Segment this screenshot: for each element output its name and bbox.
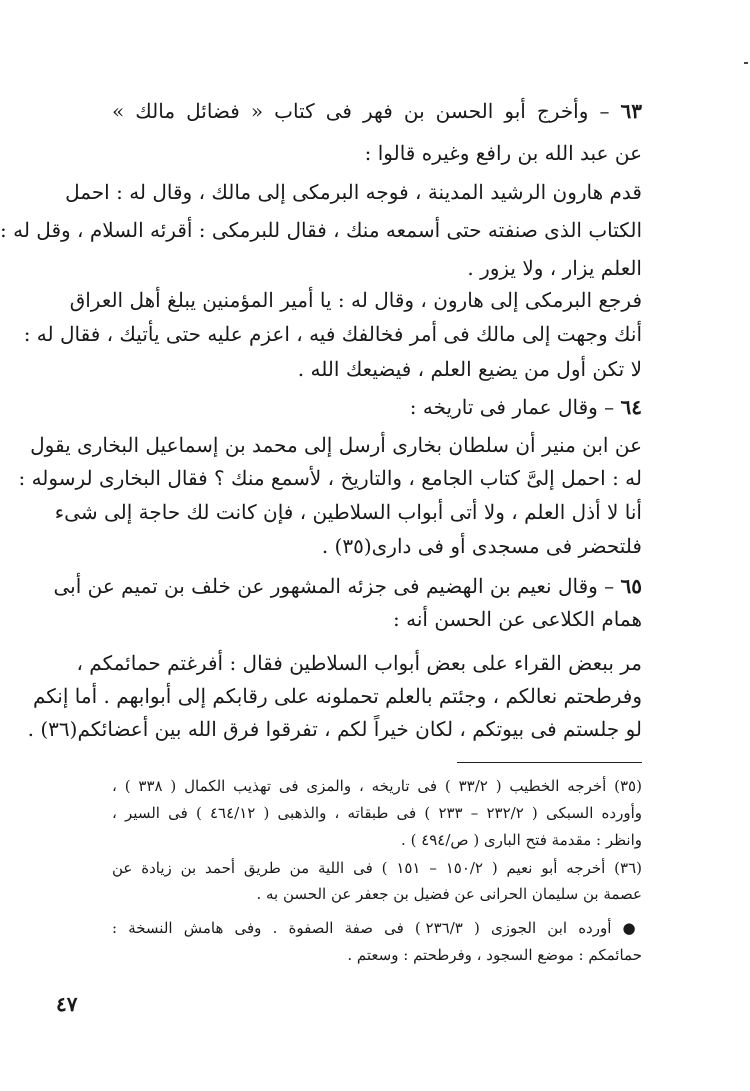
footnote-line-3: وانظر : مقدمة فتح البارى ( ص/٤٩٤ ) . — [401, 831, 642, 849]
entry-number: ٦٥ — [620, 574, 642, 598]
body-line-16: مر ببعض القراء على بعض أبواب السلاطين فقال : أفرغتم حمائمكم ، — [76, 651, 642, 675]
body-line-14: ٦٥ – وقال نعيم بن الهضيم فى جزئه المشهور عن خلف بن تميم عن أبى — [53, 574, 642, 598]
footnote-line-2: وأورده السبكى ( ٢٣٢/٢ – ٢٣٣ ) فى طبقاته ، والذهبى ( ٤٦٤/١٢ ) فى السير ، — [112, 804, 642, 822]
body-line-18: لو جلستم فى بيوتكم ، لكان خيراً لكم ، تفرقوا فرق الله بين أعضائكم(٣٦) . — [27, 717, 642, 741]
body-line-13: فلتحضر فى مسجدى أو فى دارى(٣٥) . — [321, 534, 642, 558]
body-line-10: عن ابن منير أن سلطان بخارى أرسل إلى محمد بن إسماعيل البخارى يقول — [30, 433, 642, 457]
body-line-2: عن عبد الله بن رافع وغيره قالوا : — [364, 141, 642, 165]
footnote-divider — [457, 762, 642, 763]
entry-number: ٦٣ — [620, 99, 642, 123]
footnote-line-1: (٣٥) أخرجه الخطيب ( ٣٣/٢ ) فى تاريخه ، والمزى فى تهذيب الكمال ( ٣٣٨ ) ، — [112, 777, 642, 795]
body-line-5: العلم يزار ، ولا يزور . — [467, 256, 642, 280]
footnote-line-4: (٣٦) أخرجه أبو نعيم ( ١٥٠/٢ – ١٥١ ) فى اللية من طريق أحمد بن زيادة عن — [112, 859, 642, 877]
page-number: ٤٧ — [56, 992, 78, 1016]
body-line-8: لا تكن أول من يضيع العلم ، فيضيعك الله . — [297, 357, 642, 381]
body-line-1: ٦٣ – وأخرج أبو الحسن بن فهر فى كتاب « فضائل مالك » — [112, 99, 642, 123]
body-line-11: له : احمل إلىَّ كتاب الجامع ، والتاريخ ، لأسمع منك ؟ فقال البخارى لرسوله : — [18, 466, 642, 490]
body-line-17: وفرطحتم نعالكم ، وجئتم بالعلم تحملونه على رقابكم إلى أبوابهم . أما إنكم — [32, 684, 642, 708]
body-line-6: فرجع البرمكى إلى هارون ، وقال له : يا أمير المؤمنين يبلغ أهل العراق — [69, 288, 642, 312]
footnote-line-6: ● أورده ابن الجوزى ( ٢٣٦/٣ ) فى صفة الصفوة . وفى هامش النسخة : — [112, 919, 643, 937]
body-line-4: الكتاب الذى صنفته حتى أسمعه منك ، فقال للبرمكى : أقرئه السلام ، وقل له : — [0, 218, 642, 242]
body-line-7: أنك وجهت إلى مالك فى أمر فخالفك فيه ، اعزم عليه حتى يأتيك ، فقال له : — [23, 322, 642, 346]
body-line-3: قدم هارون الرشيد المدينة ، فوجه البرمكى إلى مالك ، وقال له : احمل — [65, 180, 642, 204]
body-line-12: أنا لا أذل العلم ، ولا أتى أبواب السلاطين ، فإن كانت لك حاجة إلى شىء — [54, 500, 642, 524]
footnote-line-5: عصمة بن سليمان الحرانى عن فضيل بن جعفر عن الحسن به . — [256, 885, 642, 903]
body-line-9: ٦٤ – وقال عمار فى تاريخه : — [409, 395, 642, 419]
entry-number: ٦٤ — [620, 395, 642, 419]
footnote-line-7: حمائمكم : موضع السجود ، وفرطحتم : وسعتم . — [347, 946, 642, 964]
body-line-15: همام الكلاعى عن الحسن أنه : — [393, 607, 642, 631]
edge-mark — [744, 62, 748, 64]
